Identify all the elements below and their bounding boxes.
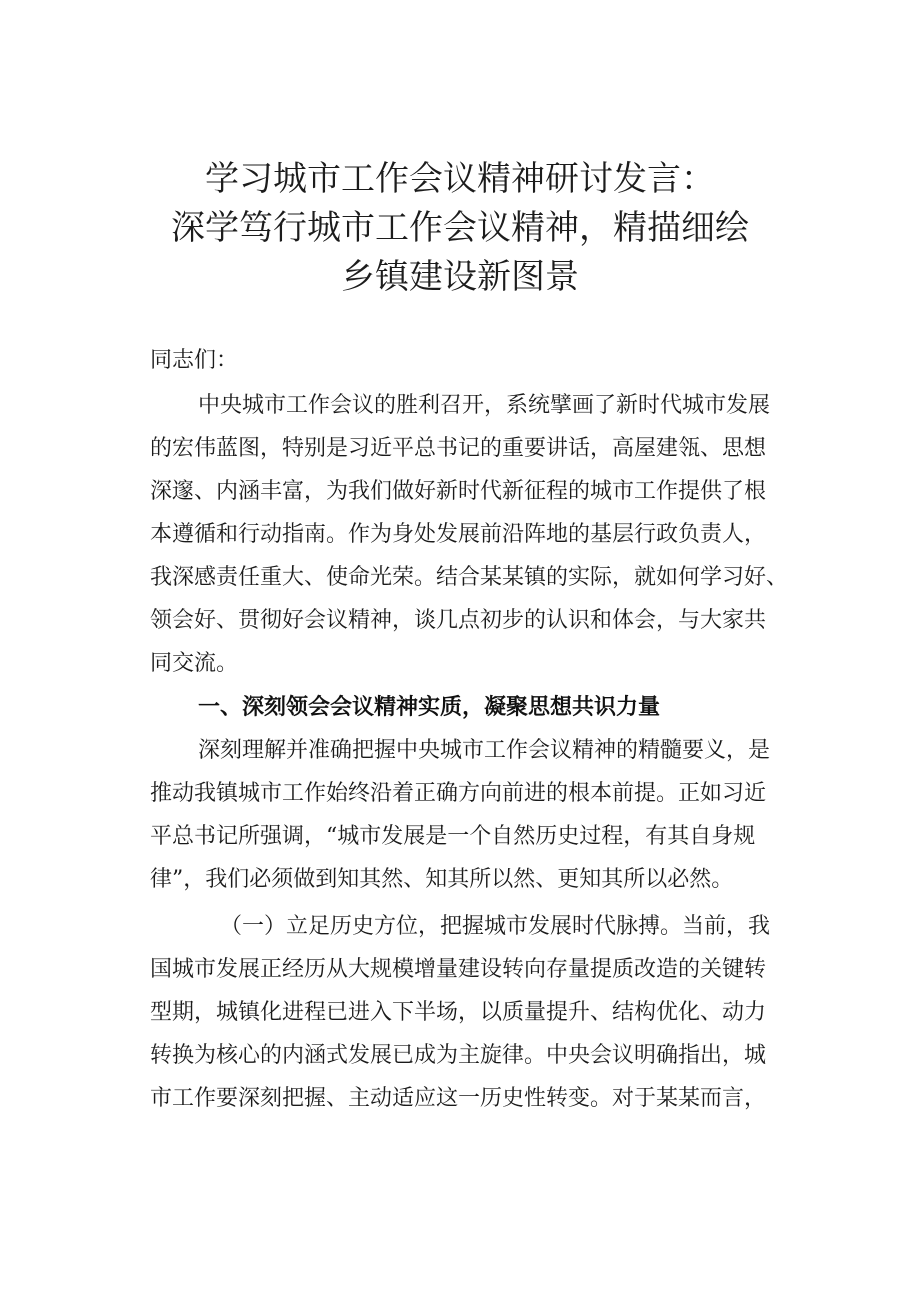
salutation: 同志们：	[150, 348, 239, 373]
title-line-2: 深学笃行城市工作会议精神，精描细绘	[171, 208, 749, 248]
paragraph-1-line: 本遵循和行动指南。作为身处发展前沿阵地的基层行政负责人，	[150, 522, 767, 547]
paragraph-1-line: 我深感责任重大、使命光荣。结合某某镇的实际，就如何学习好、	[150, 565, 789, 590]
paragraph-3-line: 转换为核心的内涵式发展已成为主旋律。中央会议明确指出，城	[150, 1043, 767, 1068]
paragraph-2-line: 深刻理解并准确把握中央城市工作会议精神的精髓要义，是	[198, 738, 771, 763]
title-line-1: 学习城市工作会议精神研讨发言：	[205, 159, 715, 199]
paragraph-1-line: 深邃、内涵丰富，为我们做好新时代新征程的城市工作提供了根	[150, 479, 767, 504]
title-line-3: 乡镇建设新图景	[341, 257, 579, 297]
paragraph-2-line: 推动我镇城市工作始终沿着正确方向前进的根本前提。正如习近	[150, 781, 767, 806]
paragraph-2-line: 平总书记所强调，“城市发展是一个自然历史过程，有其自身规	[150, 824, 756, 849]
paragraph-1-line: 同交流。	[150, 651, 239, 676]
paragraph-1-line: 领会好、贯彻好会议精神，谈几点初步的认识和体会，与大家共	[150, 608, 767, 633]
section-heading-1: 一、深刻领会会议精神实质，凝聚思想共识力量	[198, 695, 661, 720]
paragraph-3-line: 国城市发展正经历从大规模增量建设转向存量提质改造的关键转	[150, 957, 767, 982]
paragraph-2-line: 律”，我们必须做到知其然、知其所以然、更知其所以必然。	[150, 867, 734, 892]
paragraph-1-line: 中央城市工作会议的胜利召开，系统擘画了新时代城市发展	[198, 393, 771, 418]
paragraph-3-line: 型期，城镇化进程已进入下半场，以质量提升、结构优化、动力	[150, 1000, 767, 1025]
paragraph-1-line: 的宏伟蓝图，特别是习近平总书记的重要讲话，高屋建瓴、思想	[150, 436, 767, 461]
paragraph-3-line: 市工作要深刻把握、主动适应这一历史性转变。对于某某而言，	[150, 1086, 767, 1111]
paragraph-3-line: （一）立足历史方位，把握城市发展时代脉搏。当前，我	[220, 914, 771, 939]
